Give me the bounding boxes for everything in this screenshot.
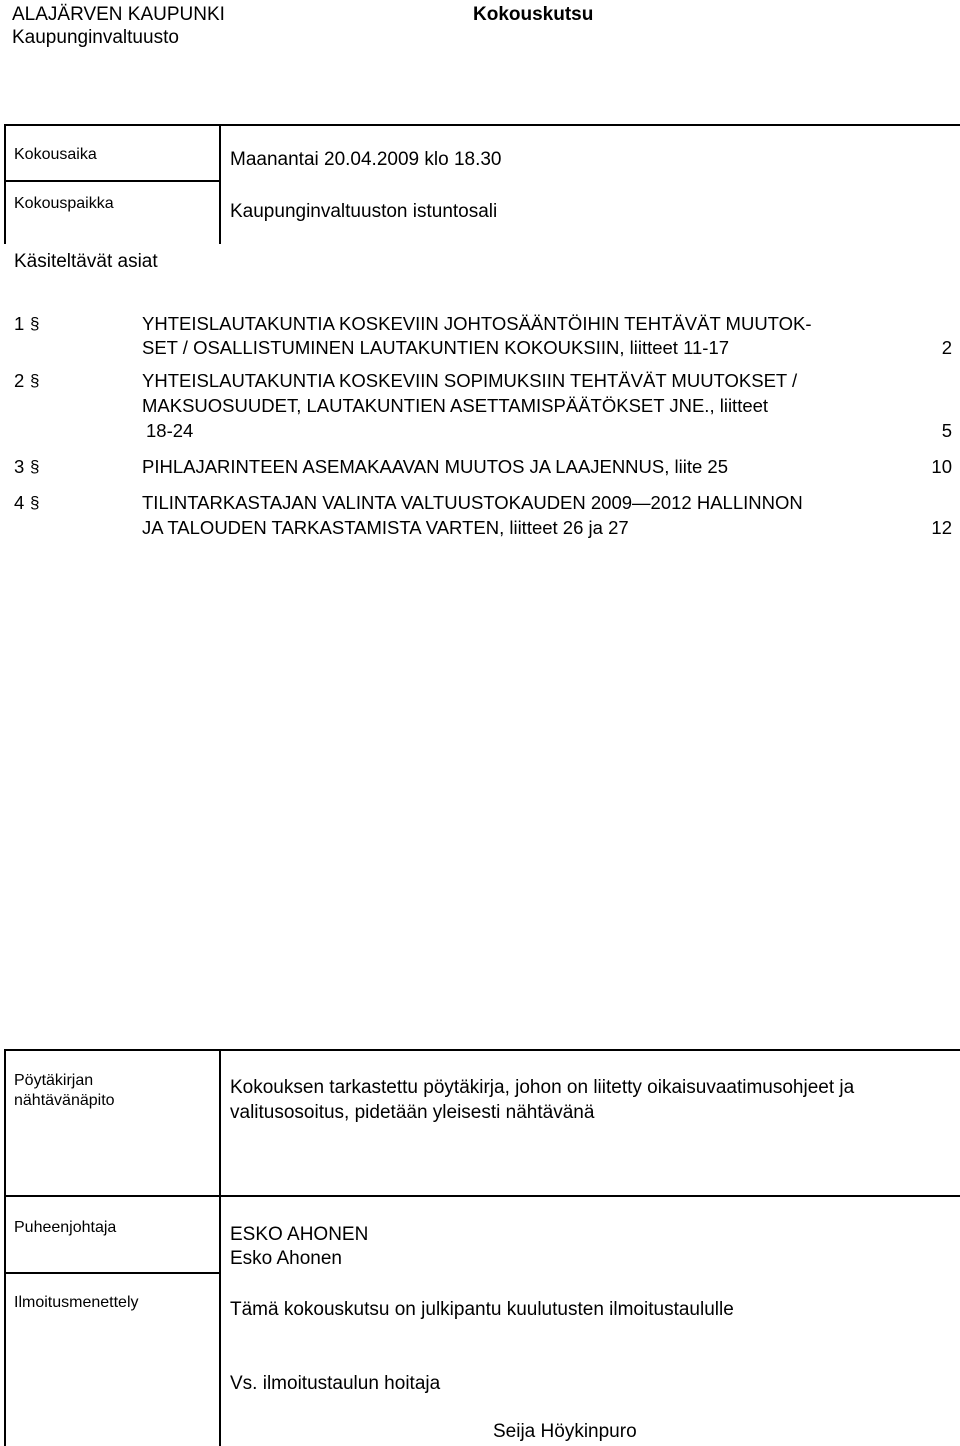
footer-box-separator [4,1195,960,1197]
minutes-text-line: valitusosoitus, pidetään yleisesti nähtävänä [230,1102,595,1123]
minutes-text-line: Kokouksen tarkastettu pöytäkirja, johon on liitetty oikaisuvaatimusohjeet ja [230,1077,855,1098]
meeting-time-label: Kokousaika [14,146,97,163]
agenda-item-title-line: YHTEISLAUTAKUNTIA KOSKEVIIN JOHTOSÄÄNTÖIHIN TEHTÄVÄT MUUTOK- [142,313,812,334]
agenda-item-title-line: SET / OSALLISTUMINEN LAUTAKUNTIEN KOKOUKSIIN, liitteet 11-17 [142,337,730,358]
agenda-item-page: 10 [931,456,952,477]
footer-box-label-separator [4,1272,220,1274]
section-symbol-icon: § [30,314,40,333]
agenda-item-title-line: JA TALOUDEN TARKASTAMISTA VARTEN, liitteet 26 ja 27 [142,517,629,538]
agenda-item-title-line: PIHLAJARINTEEN ASEMAKAAVAN MUUTOS JA LAAJENNUS, liite 25 [142,456,729,477]
organization-name: ALAJÄRVEN KAUPUNKI [12,4,225,25]
meeting-place-label: Kokouspaikka [14,195,114,212]
section-symbol-icon: § [30,371,40,390]
notice-text: Tämä kokouskutsu on julkipantu kuulutusten ilmoitustaululle [230,1299,734,1320]
footer-box-left-border [4,1049,6,1446]
chair-label: Puheenjohtaja [14,1219,117,1236]
meeting-place-value: Kaupunginvaltuuston istuntosali [230,201,498,222]
agenda-heading: Käsiteltävät asiat [14,251,158,272]
agenda-item-title-line: 18-24 [146,420,194,441]
board-keeper-name: Seija Höykinpuro [493,1421,637,1442]
board-keeper-label: Vs. ilmoitustaulun hoitaja [230,1373,441,1394]
agenda-item-number: 2 [14,370,25,391]
meeting-box-left-border [4,124,6,244]
meeting-box-top-border [4,124,960,126]
agenda-item-page: 12 [931,517,952,538]
agenda-item-title-line: TILINTARKASTAJAN VALINTA VALTUUSTOKAUDEN 2009—2012 HALLINNON [142,492,803,513]
footer-box-top-border [4,1049,960,1051]
agenda-item-title-line: YHTEISLAUTAKUNTIA KOSKEVIIN SOPIMUKSIIN TEHTÄVÄT MUUTOKSET / [142,370,798,391]
body-name: Kaupunginvaltuusto [12,27,179,48]
agenda-item-page: 2 [941,337,952,358]
meeting-box-divider [219,124,221,244]
agenda-item-number: 1 [14,313,25,334]
chair-name: Esko Ahonen [230,1248,342,1269]
section-symbol-icon: § [30,493,40,512]
notice-label: Ilmoitusmenettely [14,1294,139,1311]
section-symbol-icon: § [30,457,40,476]
agenda-item-page: 5 [941,420,952,441]
agenda-item-title-line: MAKSUOSUUDET, LAUTAKUNTIEN ASETTAMISPÄÄTÖKSET JNE., liitteet [142,395,769,416]
agenda-item-number: 3 [14,456,25,477]
document-type: Kokouskutsu [473,4,594,25]
meeting-box-row-separator [4,180,220,182]
footer-box-divider [219,1049,221,1446]
meeting-time-value: Maanantai 20.04.2009 klo 18.30 [230,149,502,170]
chair-name-upper: ESKO AHONEN [230,1224,369,1245]
minutes-label-line: Pöytäkirjan [14,1072,94,1089]
minutes-label-line: nähtävänäpito [14,1092,115,1109]
agenda-item-number: 4 [14,492,25,513]
